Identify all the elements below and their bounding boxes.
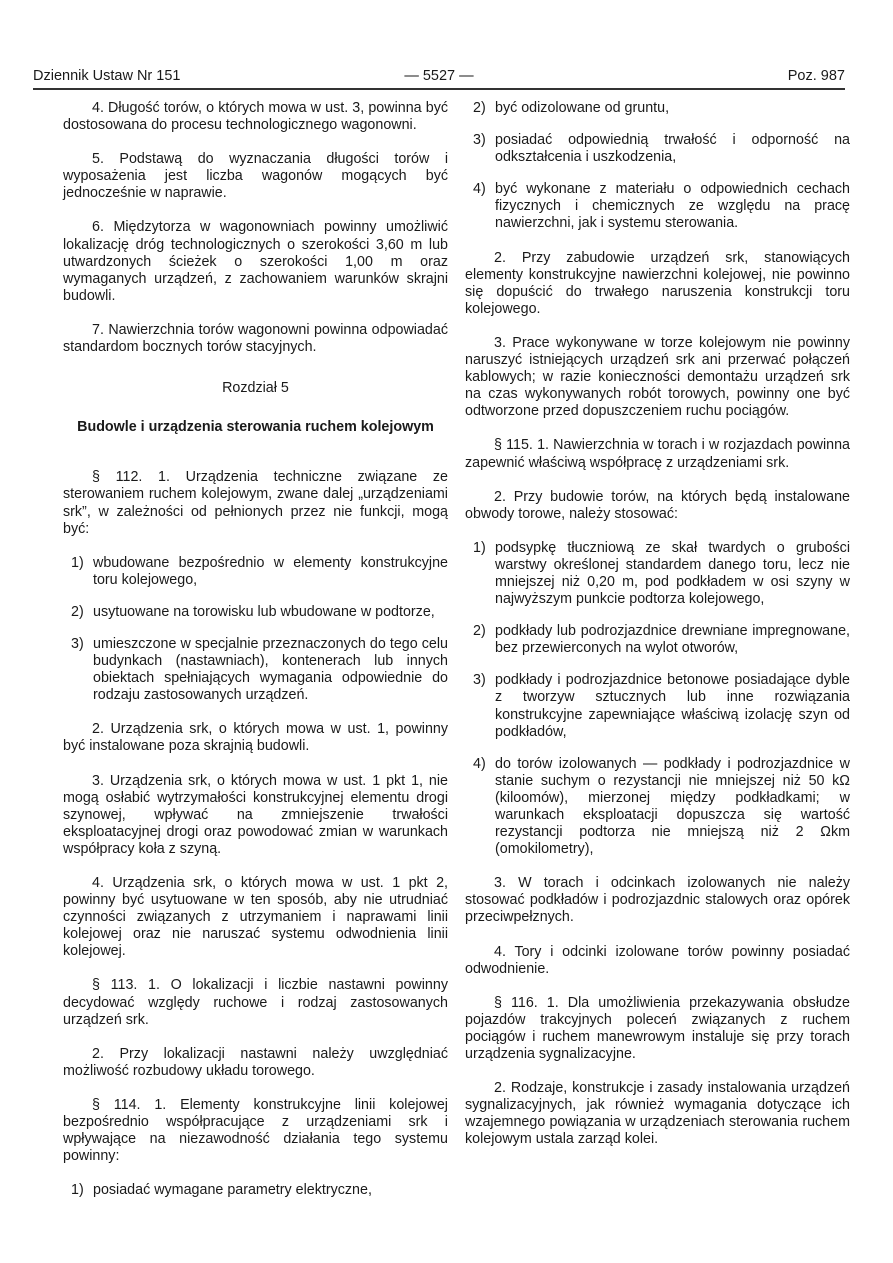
list-item — [63, 604, 448, 621]
paragraph: 4. Długość torów, o których mowa w ust. 3, powinna być dostosowana do procesu technologicznego wagonowni. — [63, 100, 448, 134]
section-116-paragraph: § 116. 1. Dla umożliwienia przekazywania obsłudze pojazdów trakcyjnych poleceń związanych z ruchem pociągów i ruchem manewrowym instaluje się przy torach urządzenia sygnalizacyjne. — [465, 994, 850, 1063]
paragraph: 4. Urządzenia srk, o których mowa w ust. 1 pkt 2, powinny być usytuowane w ten sposób, aby nie utrudniać czynności związanych z utrzymaniem i naprawami linii kolejowej oraz nie naruszać systemu odwodnienia linii kolejowej. — [63, 875, 448, 960]
list-text: usytuowane na torowisku lub wbudowane w podtorze, — [93, 603, 435, 620]
paragraph: 3. Prace wykonywane w torze kolejowym nie powinny naruszyć istniejących urządzeń srk ani przerwać połączeń kablowych; w razie konieczności demontażu urządzeń srk na czas wykonywanych robót torowych, powinny one być odtworzone przed dopuszczeniem ruchu pociągów. — [465, 334, 850, 420]
journal-title: Dziennik Ustaw Nr 151 — [33, 68, 181, 84]
list-number: 1) — [473, 539, 486, 556]
section-112-paragraph: § 112. 1. Urządzenia techniczne związane ze sterowaniem ruchem kolejowym, zwane dalej „urządzeniami srk”, w zależności od pełnionych przez nie funkcji, mogą być: — [63, 469, 448, 537]
list-text: podsypkę tłuczniową ze skał twardych o grubości warstwy określonej standardem danego toru, lecz nie mniejszej niż 0,20 m, pod podkładem w osi szyny w najwyższym punkcie podtorza kolejowego, — [495, 539, 850, 608]
list-number: 3) — [473, 672, 486, 689]
list-number: 2) — [473, 100, 486, 116]
position-number: Poz. 987 — [787, 68, 845, 84]
section-115-paragraph: § 115. 1. Nawierzchnia w torach i w rozjazdach powinna zapewnić właściwą współpracę z urządzeniami srk. — [465, 437, 850, 471]
section-113-paragraph: § 113. 1. O lokalizacji i liczbie nastawni powinny decydować względy ruchowe i rodzaj zastosowanych urządzeń srk. — [63, 977, 448, 1028]
list-item — [465, 623, 850, 657]
paragraph: 2. Przy budowie torów, na których będą instalowane obwody torowe, należy stosować: — [465, 488, 850, 522]
paragraph: 3. W torach i odcinkach izolowanych nie należy stosować podkładów i podrozjazdnic stalowych oraz opórek przeciwpełznych. — [465, 875, 850, 926]
list-number: 2) — [71, 603, 84, 620]
list-item — [63, 555, 448, 589]
paragraph: 2. Przy zabudowie urządzeń srk, stanowiących elementy konstrukcyjne nawierzchni kolejowej, nie powinno się dopuścić do trwałego naruszenia konstrukcji toru kolejowego. — [465, 249, 850, 317]
page-header — [33, 66, 845, 90]
paragraph: 3. Urządzenia srk, o których mowa w ust. 1 pkt 1, nie mogą osłabić wytrzymałości konstrukcyjnej elementu drogi szynowej, wpływać na zmniejszenie trwałości eksploatacyjnej drogi oraz powodować zmian w warunkach współpracy koła z szyną. — [63, 772, 448, 857]
list-item — [465, 100, 850, 117]
paragraph: 5. Podstawą do wyznaczania długości torów i wyposażenia jest liczba wagonów mogących być jednocześnie w naprawie. — [63, 151, 448, 202]
chapter-number: Rozdział 5 — [222, 380, 289, 397]
right-column — [465, 100, 850, 1166]
page-number: — 5527 — — [404, 68, 474, 84]
list-text: być odizolowane od gruntu, — [495, 100, 670, 116]
paragraph: 6. Międzytorza w wagonowniach powinny umożliwić lokalizację dróg technologicznych o szerokości 3,60 m lub utwardzonych ścieżek o szerokości 1,00 m oraz wymaganych urządzeń, z zachowaniem warunków skrajni budowli. — [63, 219, 448, 304]
list-number: 3) — [473, 132, 486, 149]
list-text: być wykonane z materiału o odpowiednich cechach fizycznych i chemicznych ze względu na pracę nawierzchni, jak i systemu sterowania. — [495, 181, 850, 232]
list-item — [465, 540, 850, 608]
list-number: 3) — [71, 635, 84, 652]
list-text: posiadać odpowiednią trwałość i odporność na odkształcenia i uszkodzenia, — [495, 132, 850, 166]
paragraph: 7. Nawierzchnia torów wagonowni powinna odpowiadać standardom bocznych torów stacyjnych. — [63, 321, 448, 356]
list-text: podkłady lub podrozjazdnice drewniane impregnowane, bez przewierconych na wylot otworów, — [495, 623, 850, 657]
list-item — [465, 132, 850, 166]
list-item — [63, 636, 448, 704]
list-number: 1) — [71, 1182, 84, 1199]
list-item — [465, 181, 850, 232]
section-114-paragraph: § 114. 1. Elementy konstrukcyjne linii kolejowej bezpośrednio współpracujące z urządzeniami srk i wpływające na niezawodność działania tego systemu powinny: — [63, 1096, 448, 1165]
list-number: 1) — [71, 554, 84, 571]
list-item — [465, 672, 850, 740]
left-column — [63, 100, 448, 1214]
paragraph: 2. Urządzenia srk, o których mowa w ust. 1, powinny być instalowane poza skrajnią budowli. — [63, 721, 448, 755]
list-item — [465, 756, 850, 859]
list-number: 2) — [473, 623, 486, 640]
list-text: wbudowane bezpośrednio w elementy konstrukcyjne toru kolejowego, — [93, 554, 448, 588]
chapter-title: Budowle i urządzenia sterowania ruchem kolejowym — [77, 419, 434, 436]
list-text: podkłady i podrozjazdnice betonowe posiadające dyble z tworzyw sztucznych lub inne rozwiązania konstrukcyjne zapewniające właściwą izolację szyn od podkładów, — [495, 672, 850, 740]
paragraph: 2. Przy lokalizacji nastawni należy uwzględniać możliwość rozbudowy układu torowego. — [63, 1045, 448, 1079]
list-number: 4) — [473, 755, 486, 772]
list-text: do torów izolowanych — podkłady i podrozjazdnice w stanie suchym o rezystancji nie mniejszej niż 50 kΩ (kiloomów), mierzonej między podkładkami; w warunkach eksploatacji dopuszcza się wartość rezystancji podtorza nie mniejszą niż 2 Ωkm (omokilometry), — [495, 755, 850, 858]
list-text: umieszczone w specjalnie przeznaczonych do tego celu budynkach (nastawniach), kontenerach lub innych obiektach spełniających wymagania odpowiednie do rodzaju zastosowanych urządzeń. — [93, 635, 448, 704]
list-number: 4) — [473, 181, 486, 198]
paragraph: 4. Tory i odcinki izolowane torów powinny posiadać odwodnienie. — [465, 943, 850, 977]
paragraph: 2. Rodzaje, konstrukcje i zasady instalowania urządzeń sygnalizacyjnych, jak również wymagania dotyczące ich wzajemnego powiązania w urządzeniach sterowania ruchem kolejowym ustala zarząd kolei. — [465, 1080, 850, 1148]
list-item — [63, 1182, 448, 1199]
list-text: posiadać wymagane parametry elektryczne, — [93, 1182, 372, 1199]
